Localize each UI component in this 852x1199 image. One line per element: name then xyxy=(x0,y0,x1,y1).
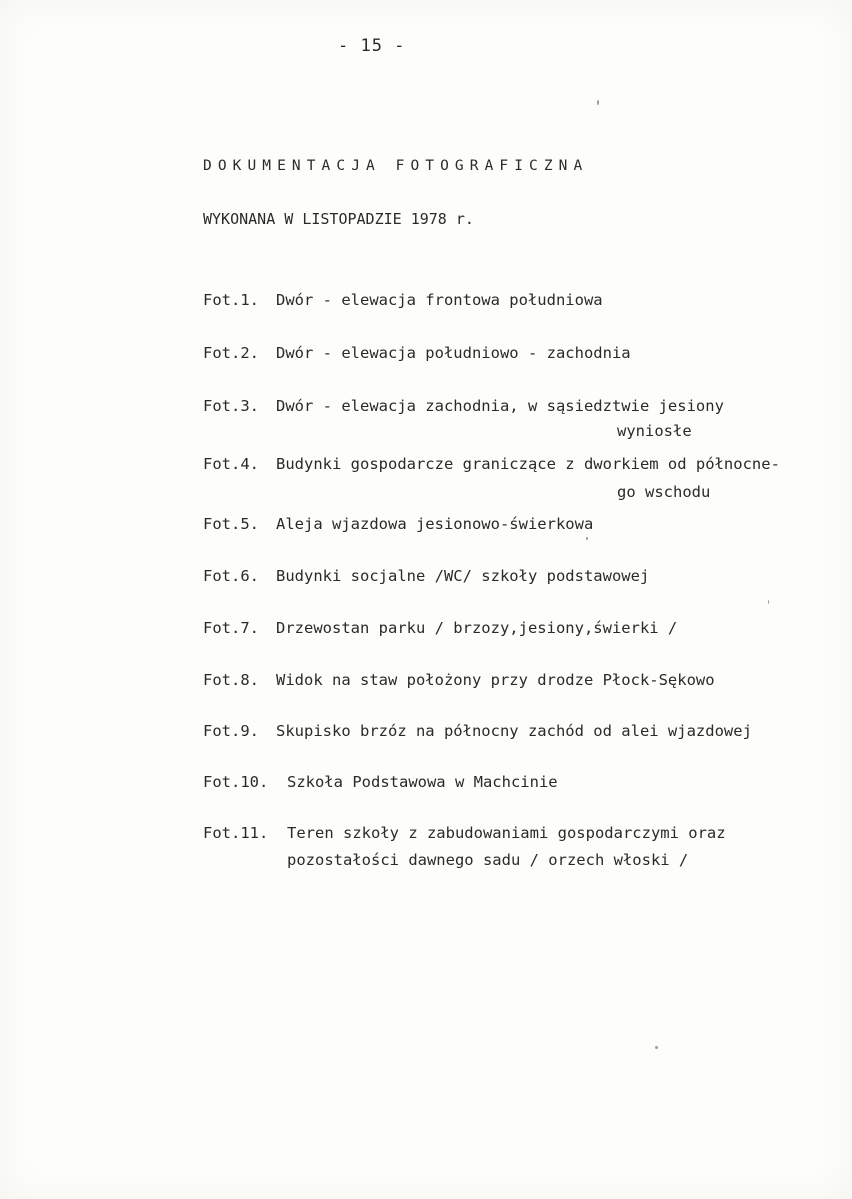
photo-item-9 xyxy=(203,719,752,744)
photo-item-label: Fot.5. xyxy=(203,515,259,533)
document-heading: DOKUMENTACJA FOTOGRAFICZNA xyxy=(203,158,589,174)
photo-item-label: Fot.6. xyxy=(203,567,259,585)
photo-item-description: Drzewostan parku / brzozy,jesiony,świerki / xyxy=(276,619,678,637)
photo-item-description: Szkoła Podstawowa w Machcinie xyxy=(287,773,558,791)
photo-item-description: Aleja wjazdowa jesionowo-świerkowa xyxy=(276,515,594,533)
photo-item-label: Fot.11. xyxy=(203,824,269,842)
photo-item-2 xyxy=(203,341,631,366)
photo-item-label: Fot.3. xyxy=(203,397,259,415)
photo-item-continuation: wyniosłe xyxy=(617,422,692,440)
photo-item-label: Fot.8. xyxy=(203,671,259,689)
photo-item-1 xyxy=(203,288,603,313)
scan-speck xyxy=(597,100,599,105)
photo-item-label: Fot.7. xyxy=(203,619,259,637)
photo-item-11 xyxy=(203,821,726,846)
photo-item-label: Fot.10. xyxy=(203,773,269,791)
photo-item-continuation: go wschodu xyxy=(617,483,711,501)
scan-speck xyxy=(768,600,769,604)
photo-item-description: Dwór - elewacja południowo - zachodnia xyxy=(276,344,631,362)
photo-item-label: Fot.4. xyxy=(203,455,259,473)
photo-item-description: Dwór - elewacja zachodnia, w sąsiedztwie jesiony xyxy=(276,397,724,415)
photo-item-8 xyxy=(203,668,715,693)
photo-item-7 xyxy=(203,616,677,641)
photo-item-10 xyxy=(203,770,558,795)
photo-item-label: Fot.2. xyxy=(203,344,259,362)
photo-item-description: Skupisko brzóz na północny zachód od alei wjazdowej xyxy=(276,722,752,740)
photo-item-continuation: pozostałości dawnego sadu / orzech włoski / xyxy=(287,851,689,869)
scan-speck xyxy=(655,1046,658,1049)
page-number: - 15 - xyxy=(338,36,406,56)
photo-item-label: Fot.1. xyxy=(203,291,259,309)
photo-item-3 xyxy=(203,394,724,419)
photo-item-description: Budynki socjalne /WC/ szkoły podstawowej xyxy=(276,567,650,585)
photo-item-description: Widok na staw położony przy drodze Płock-Sękowo xyxy=(276,671,715,689)
photo-item-5 xyxy=(203,512,593,537)
photo-item-description: Dwór - elewacja frontowa południowa xyxy=(276,291,603,309)
scan-speck xyxy=(586,537,588,540)
document-subheading: WYKONANA W LISTOPADZIE 1978 r. xyxy=(203,210,474,228)
photo-item-description: Budynki gospodarcze graniczące z dworkiem od północne- xyxy=(276,455,780,473)
photo-item-6 xyxy=(203,564,649,589)
photo-item-4 xyxy=(203,452,780,477)
photo-item-label: Fot.9. xyxy=(203,722,259,740)
photo-item-description: Teren szkoły z zabudowaniami gospodarczymi oraz xyxy=(287,824,726,842)
